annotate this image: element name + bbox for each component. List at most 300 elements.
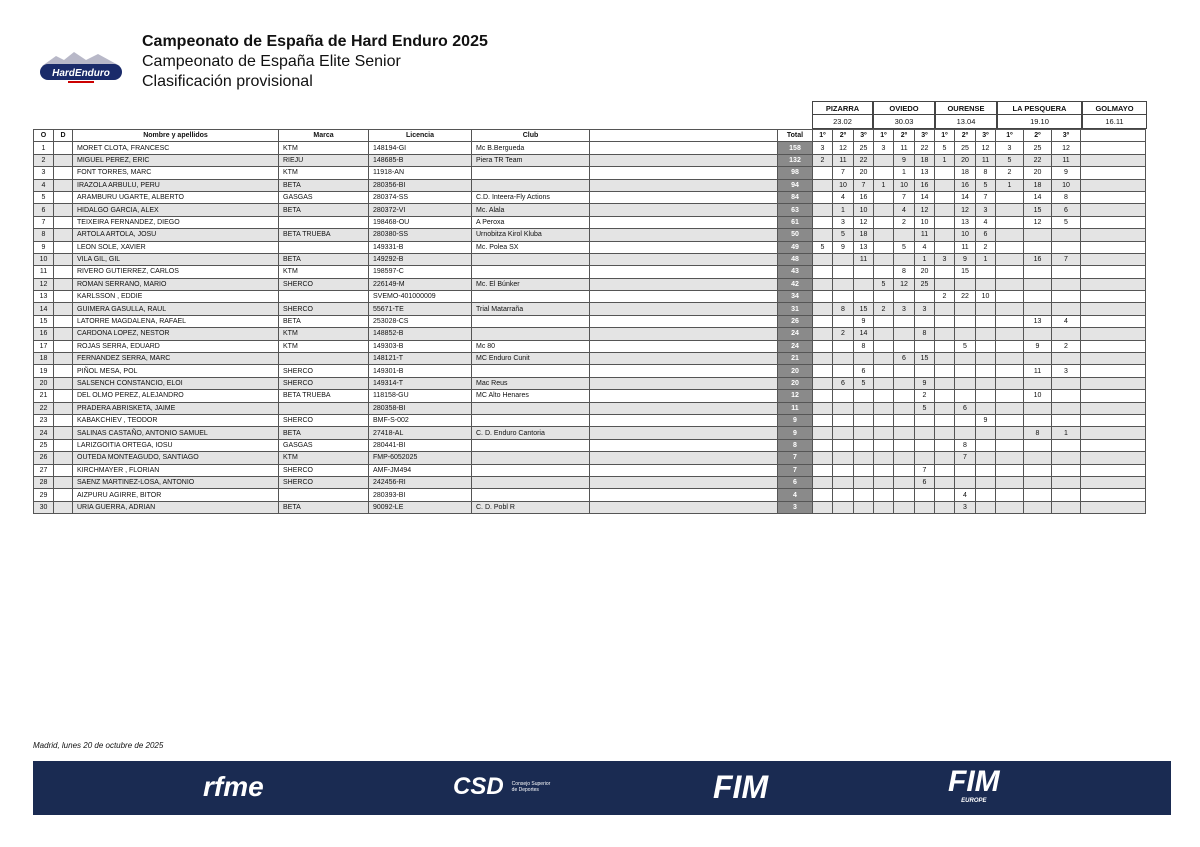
points-cell — [874, 427, 894, 439]
points-cell: 15 — [854, 303, 874, 315]
d-cell — [54, 377, 73, 389]
points-cell — [874, 266, 894, 278]
table-row — [34, 266, 1146, 278]
points-cell: 2 — [894, 216, 915, 228]
total-cell: 9 — [778, 414, 813, 426]
col-race-1: 1º — [874, 130, 894, 142]
points-cell — [976, 377, 996, 389]
position-cell: 7 — [34, 216, 54, 228]
license-cell: 149331-B — [369, 241, 472, 253]
golmayo-cell — [1081, 315, 1146, 327]
points-cell — [874, 328, 894, 340]
points-cell — [915, 489, 935, 501]
points-cell — [1052, 476, 1081, 488]
points-cell: 18 — [955, 167, 976, 179]
d-cell — [54, 501, 73, 513]
table-row — [34, 353, 1146, 365]
brand-cell: KTM — [279, 142, 369, 154]
brand-cell: BETA TRUEBA — [279, 390, 369, 402]
table-row — [34, 427, 1146, 439]
license-cell: 280393-BI — [369, 489, 472, 501]
points-cell: 4 — [1052, 315, 1081, 327]
rider-name-cell: CARDONA LOPEZ, NESTOR — [73, 328, 279, 340]
points-cell — [955, 377, 976, 389]
event-name: OURENSE — [935, 101, 997, 115]
points-cell: 13 — [854, 241, 874, 253]
points-cell — [1052, 402, 1081, 414]
points-cell: 7 — [976, 191, 996, 203]
points-cell — [935, 402, 955, 414]
points-cell — [894, 229, 915, 241]
golmayo-cell — [1081, 377, 1146, 389]
points-cell — [1052, 241, 1081, 253]
position-cell: 14 — [34, 303, 54, 315]
points-cell: 11 — [1024, 365, 1052, 377]
golmayo-cell — [1081, 167, 1146, 179]
club-cell: MC Alto Henares — [472, 390, 590, 402]
points-cell: 4 — [915, 241, 935, 253]
golmayo-cell — [1081, 353, 1146, 365]
brand-cell — [279, 489, 369, 501]
points-cell: 2 — [915, 390, 935, 402]
brand-cell: SHERCO — [279, 476, 369, 488]
points-cell: 2 — [996, 167, 1024, 179]
points-cell: 1 — [996, 179, 1024, 191]
table-row — [34, 241, 1146, 253]
points-cell: 22 — [854, 154, 874, 166]
rider-name-cell: FERNANDEZ SERRA, MARC — [73, 353, 279, 365]
table-row — [34, 167, 1146, 179]
points-cell — [935, 315, 955, 327]
points-cell: 5 — [1052, 216, 1081, 228]
points-cell: 6 — [854, 365, 874, 377]
blank-cell — [590, 154, 778, 166]
d-cell — [54, 464, 73, 476]
rider-name-cell: HIDALGO GARCIA, ALEX — [73, 204, 279, 216]
points-cell — [813, 439, 833, 451]
club-cell — [472, 402, 590, 414]
golmayo-cell — [1081, 142, 1146, 154]
rider-name-cell: KABAKCHIEV , TEODOR — [73, 414, 279, 426]
points-cell — [833, 476, 854, 488]
license-cell: 226149-M — [369, 278, 472, 290]
points-cell: 1 — [833, 204, 854, 216]
points-cell: 8 — [1052, 191, 1081, 203]
points-cell — [1052, 291, 1081, 303]
brand-cell: KTM — [279, 340, 369, 352]
position-cell: 10 — [34, 253, 54, 265]
points-cell — [813, 328, 833, 340]
table-row — [34, 377, 1146, 389]
points-cell: 6 — [915, 476, 935, 488]
blank-cell — [590, 278, 778, 290]
d-cell — [54, 328, 73, 340]
points-cell — [976, 340, 996, 352]
table-row — [34, 216, 1146, 228]
points-cell — [894, 464, 915, 476]
col-license: Licencia — [369, 130, 472, 142]
points-cell — [996, 464, 1024, 476]
table-row — [34, 476, 1146, 488]
points-cell — [935, 365, 955, 377]
page-subtitle: Campeonato de España Elite Senior — [142, 53, 401, 70]
position-cell: 21 — [34, 390, 54, 402]
logo-wordmark: HardEnduro — [52, 68, 110, 79]
points-cell — [854, 501, 874, 513]
points-cell — [813, 464, 833, 476]
points-cell — [854, 266, 874, 278]
d-cell — [54, 452, 73, 464]
table-header-row — [34, 130, 1146, 142]
total-cell: 20 — [778, 377, 813, 389]
points-cell — [1052, 489, 1081, 501]
points-cell — [833, 501, 854, 513]
points-cell — [1052, 353, 1081, 365]
points-cell — [833, 452, 854, 464]
points-cell — [894, 328, 915, 340]
points-cell — [833, 402, 854, 414]
points-cell — [996, 439, 1024, 451]
d-cell — [54, 390, 73, 402]
club-cell: Piera TR Team — [472, 154, 590, 166]
brand-cell: SHERCO — [279, 303, 369, 315]
points-cell: 3 — [813, 142, 833, 154]
total-cell: 7 — [778, 452, 813, 464]
points-cell — [996, 476, 1024, 488]
license-cell: 148121-T — [369, 353, 472, 365]
brand-cell: BETA — [279, 315, 369, 327]
points-cell: 2 — [874, 303, 894, 315]
points-cell — [813, 253, 833, 265]
rider-name-cell: TEIXEIRA FERNANDEZ, DIEGO — [73, 216, 279, 228]
points-cell — [935, 377, 955, 389]
position-cell: 8 — [34, 229, 54, 241]
table-row — [34, 501, 1146, 513]
blank-cell — [590, 402, 778, 414]
points-cell — [996, 191, 1024, 203]
points-cell: 16 — [1024, 253, 1052, 265]
license-cell: 27418-AL — [369, 427, 472, 439]
brand-cell: BETA — [279, 501, 369, 513]
golmayo-cell — [1081, 365, 1146, 377]
blank-cell — [590, 303, 778, 315]
points-cell — [935, 278, 955, 290]
points-cell: 4 — [976, 216, 996, 228]
points-cell — [833, 291, 854, 303]
d-cell — [54, 253, 73, 265]
total-cell: 31 — [778, 303, 813, 315]
brand-cell: BETA — [279, 179, 369, 191]
points-cell — [935, 229, 955, 241]
points-cell — [874, 167, 894, 179]
club-cell — [472, 476, 590, 488]
club-cell: Urnobitza Kirol Kluba — [472, 229, 590, 241]
points-cell — [874, 377, 894, 389]
points-cell: 14 — [915, 191, 935, 203]
license-cell: 90092-LE — [369, 501, 472, 513]
position-cell: 15 — [34, 315, 54, 327]
club-cell: A Peroxa — [472, 216, 590, 228]
license-cell: AMF-JM494 — [369, 464, 472, 476]
points-cell — [955, 278, 976, 290]
club-cell: C. D. Enduro Cantoria — [472, 427, 590, 439]
points-cell: 12 — [854, 216, 874, 228]
position-cell: 24 — [34, 427, 54, 439]
points-cell — [874, 204, 894, 216]
points-cell — [833, 340, 854, 352]
brand-cell: KTM — [279, 167, 369, 179]
d-cell — [54, 179, 73, 191]
points-cell — [813, 365, 833, 377]
points-cell: 9 — [1024, 340, 1052, 352]
points-cell: 5 — [813, 241, 833, 253]
points-cell: 9 — [1052, 167, 1081, 179]
rider-name-cell: PIÑOL MESA, POL — [73, 365, 279, 377]
points-cell — [996, 303, 1024, 315]
col-club: Club — [472, 130, 590, 142]
points-cell: 8 — [1024, 427, 1052, 439]
points-cell: 2 — [935, 291, 955, 303]
brand-cell: SHERCO — [279, 365, 369, 377]
total-cell: 4 — [778, 489, 813, 501]
rider-name-cell: ARTOLA ARTOLA, JOSU — [73, 229, 279, 241]
points-cell — [935, 204, 955, 216]
points-cell — [813, 315, 833, 327]
rider-name-cell: KIRCHMAYER , FLORIAN — [73, 464, 279, 476]
points-cell — [854, 476, 874, 488]
points-cell — [996, 390, 1024, 402]
points-cell — [955, 353, 976, 365]
rfme-logo — [203, 771, 264, 803]
total-cell: 61 — [778, 216, 813, 228]
points-cell — [935, 328, 955, 340]
blank-cell — [590, 390, 778, 402]
rider-name-cell: AIZPURU AGIRRE, BITOR — [73, 489, 279, 501]
points-cell — [996, 241, 1024, 253]
points-cell: 5 — [854, 377, 874, 389]
points-cell — [955, 476, 976, 488]
points-cell: 10 — [894, 179, 915, 191]
event-name: OVIEDO — [873, 101, 935, 115]
points-cell — [935, 340, 955, 352]
license-cell: 280374-SS — [369, 191, 472, 203]
points-cell: 18 — [915, 154, 935, 166]
points-cell — [1024, 291, 1052, 303]
points-cell — [996, 414, 1024, 426]
points-cell — [955, 303, 976, 315]
points-cell — [996, 427, 1024, 439]
points-cell: 13 — [955, 216, 976, 228]
blank-cell — [590, 253, 778, 265]
points-cell — [976, 365, 996, 377]
points-cell — [813, 216, 833, 228]
rider-name-cell: SALINAS CASTAÑO, ANTONIO SAMUEL — [73, 427, 279, 439]
points-cell: 10 — [976, 291, 996, 303]
points-cell: 5 — [996, 154, 1024, 166]
points-cell: 3 — [935, 253, 955, 265]
total-cell: 26 — [778, 315, 813, 327]
position-cell: 29 — [34, 489, 54, 501]
points-cell: 16 — [915, 179, 935, 191]
points-cell — [996, 278, 1024, 290]
points-cell — [1024, 353, 1052, 365]
brand-cell: BETA TRUEBA — [279, 229, 369, 241]
points-cell — [1024, 489, 1052, 501]
points-cell — [976, 452, 996, 464]
points-cell: 5 — [833, 229, 854, 241]
position-cell: 17 — [34, 340, 54, 352]
table-row — [34, 303, 1146, 315]
position-cell: 2 — [34, 154, 54, 166]
points-cell — [854, 414, 874, 426]
d-cell — [54, 229, 73, 241]
event-date: 19.10 — [997, 115, 1082, 129]
club-cell: Mc. Alala — [472, 204, 590, 216]
points-cell — [813, 303, 833, 315]
rider-name-cell: URIA GUERRA, ADRIAN — [73, 501, 279, 513]
table-row — [34, 414, 1146, 426]
points-cell — [874, 253, 894, 265]
points-cell — [813, 476, 833, 488]
points-cell: 11 — [894, 142, 915, 154]
golmayo-cell — [1081, 452, 1146, 464]
position-cell: 13 — [34, 291, 54, 303]
d-cell — [54, 365, 73, 377]
total-cell: 43 — [778, 266, 813, 278]
points-cell: 9 — [955, 253, 976, 265]
points-cell — [1024, 464, 1052, 476]
table-row — [34, 278, 1146, 290]
points-cell — [955, 427, 976, 439]
license-cell: 55671-TE — [369, 303, 472, 315]
license-cell: BMF-S-002 — [369, 414, 472, 426]
points-cell — [813, 204, 833, 216]
page-title: Campeonato de España de Hard Enduro 2025 — [142, 33, 488, 50]
points-cell: 7 — [833, 167, 854, 179]
points-cell: 7 — [1052, 253, 1081, 265]
brand-cell — [279, 216, 369, 228]
total-cell: 7 — [778, 464, 813, 476]
brand-cell: KTM — [279, 266, 369, 278]
license-cell: 118158-GU — [369, 390, 472, 402]
points-cell — [854, 489, 874, 501]
brand-cell: BETA — [279, 253, 369, 265]
points-cell: 1 — [935, 154, 955, 166]
blank-cell — [590, 489, 778, 501]
d-cell — [54, 315, 73, 327]
points-cell: 9 — [976, 414, 996, 426]
points-cell: 18 — [854, 229, 874, 241]
total-cell: 132 — [778, 154, 813, 166]
points-cell — [894, 476, 915, 488]
d-cell — [54, 266, 73, 278]
blank-cell — [590, 229, 778, 241]
event-date: 23.02 — [812, 115, 873, 129]
club-cell: Mc. El Búnker — [472, 278, 590, 290]
points-cell — [935, 414, 955, 426]
points-cell — [1052, 377, 1081, 389]
table-row — [34, 179, 1146, 191]
d-cell — [54, 291, 73, 303]
points-cell — [976, 489, 996, 501]
points-cell — [813, 291, 833, 303]
points-cell — [976, 501, 996, 513]
club-cell: Mc B.Bergueda — [472, 142, 590, 154]
license-cell: 242456-RI — [369, 476, 472, 488]
points-cell — [813, 452, 833, 464]
col-race-3: 3º — [1052, 130, 1081, 142]
points-cell: 14 — [1024, 191, 1052, 203]
position-cell: 22 — [34, 402, 54, 414]
points-cell — [833, 353, 854, 365]
blank-cell — [590, 452, 778, 464]
points-cell: 11 — [833, 154, 854, 166]
points-cell: 8 — [915, 328, 935, 340]
points-cell: 25 — [1024, 142, 1052, 154]
brand-cell: RIEJU — [279, 154, 369, 166]
points-cell: 5 — [915, 402, 935, 414]
total-cell: 24 — [778, 340, 813, 352]
points-cell — [1052, 229, 1081, 241]
points-cell — [976, 328, 996, 340]
table-row — [34, 204, 1146, 216]
points-cell — [833, 414, 854, 426]
club-cell — [472, 464, 590, 476]
total-cell: 21 — [778, 353, 813, 365]
points-cell: 9 — [833, 241, 854, 253]
club-cell — [472, 266, 590, 278]
license-cell: 148194-GI — [369, 142, 472, 154]
points-cell: 14 — [955, 191, 976, 203]
d-cell — [54, 439, 73, 451]
points-cell — [813, 501, 833, 513]
points-cell — [854, 427, 874, 439]
points-cell — [833, 365, 854, 377]
points-cell: 12 — [976, 142, 996, 154]
points-cell: 2 — [976, 241, 996, 253]
total-cell: 11 — [778, 402, 813, 414]
col-race-2: 2º — [1024, 130, 1052, 142]
points-cell — [833, 464, 854, 476]
points-cell — [996, 365, 1024, 377]
csd-logo — [453, 773, 552, 801]
points-cell — [854, 439, 874, 451]
blank-cell — [590, 340, 778, 352]
points-cell: 7 — [915, 464, 935, 476]
points-cell: 8 — [976, 167, 996, 179]
event-name: LA PESQUERA — [997, 101, 1082, 115]
points-cell — [935, 266, 955, 278]
points-cell — [1024, 452, 1052, 464]
points-cell: 8 — [833, 303, 854, 315]
points-cell — [894, 340, 915, 352]
points-cell — [1052, 266, 1081, 278]
points-cell — [874, 241, 894, 253]
club-cell: C.D. Inteera-Fly Actions — [472, 191, 590, 203]
points-cell — [935, 427, 955, 439]
points-cell — [1052, 501, 1081, 513]
points-cell: 5 — [955, 340, 976, 352]
license-cell: 11918-AN — [369, 167, 472, 179]
rider-name-cell: RIVERO GUTIERREZ, CARLOS — [73, 266, 279, 278]
points-cell: 1 — [915, 253, 935, 265]
points-cell: 10 — [915, 216, 935, 228]
points-cell — [1024, 439, 1052, 451]
club-cell — [472, 291, 590, 303]
points-cell — [1024, 414, 1052, 426]
points-cell: 7 — [894, 191, 915, 203]
brand-cell: BETA — [279, 427, 369, 439]
